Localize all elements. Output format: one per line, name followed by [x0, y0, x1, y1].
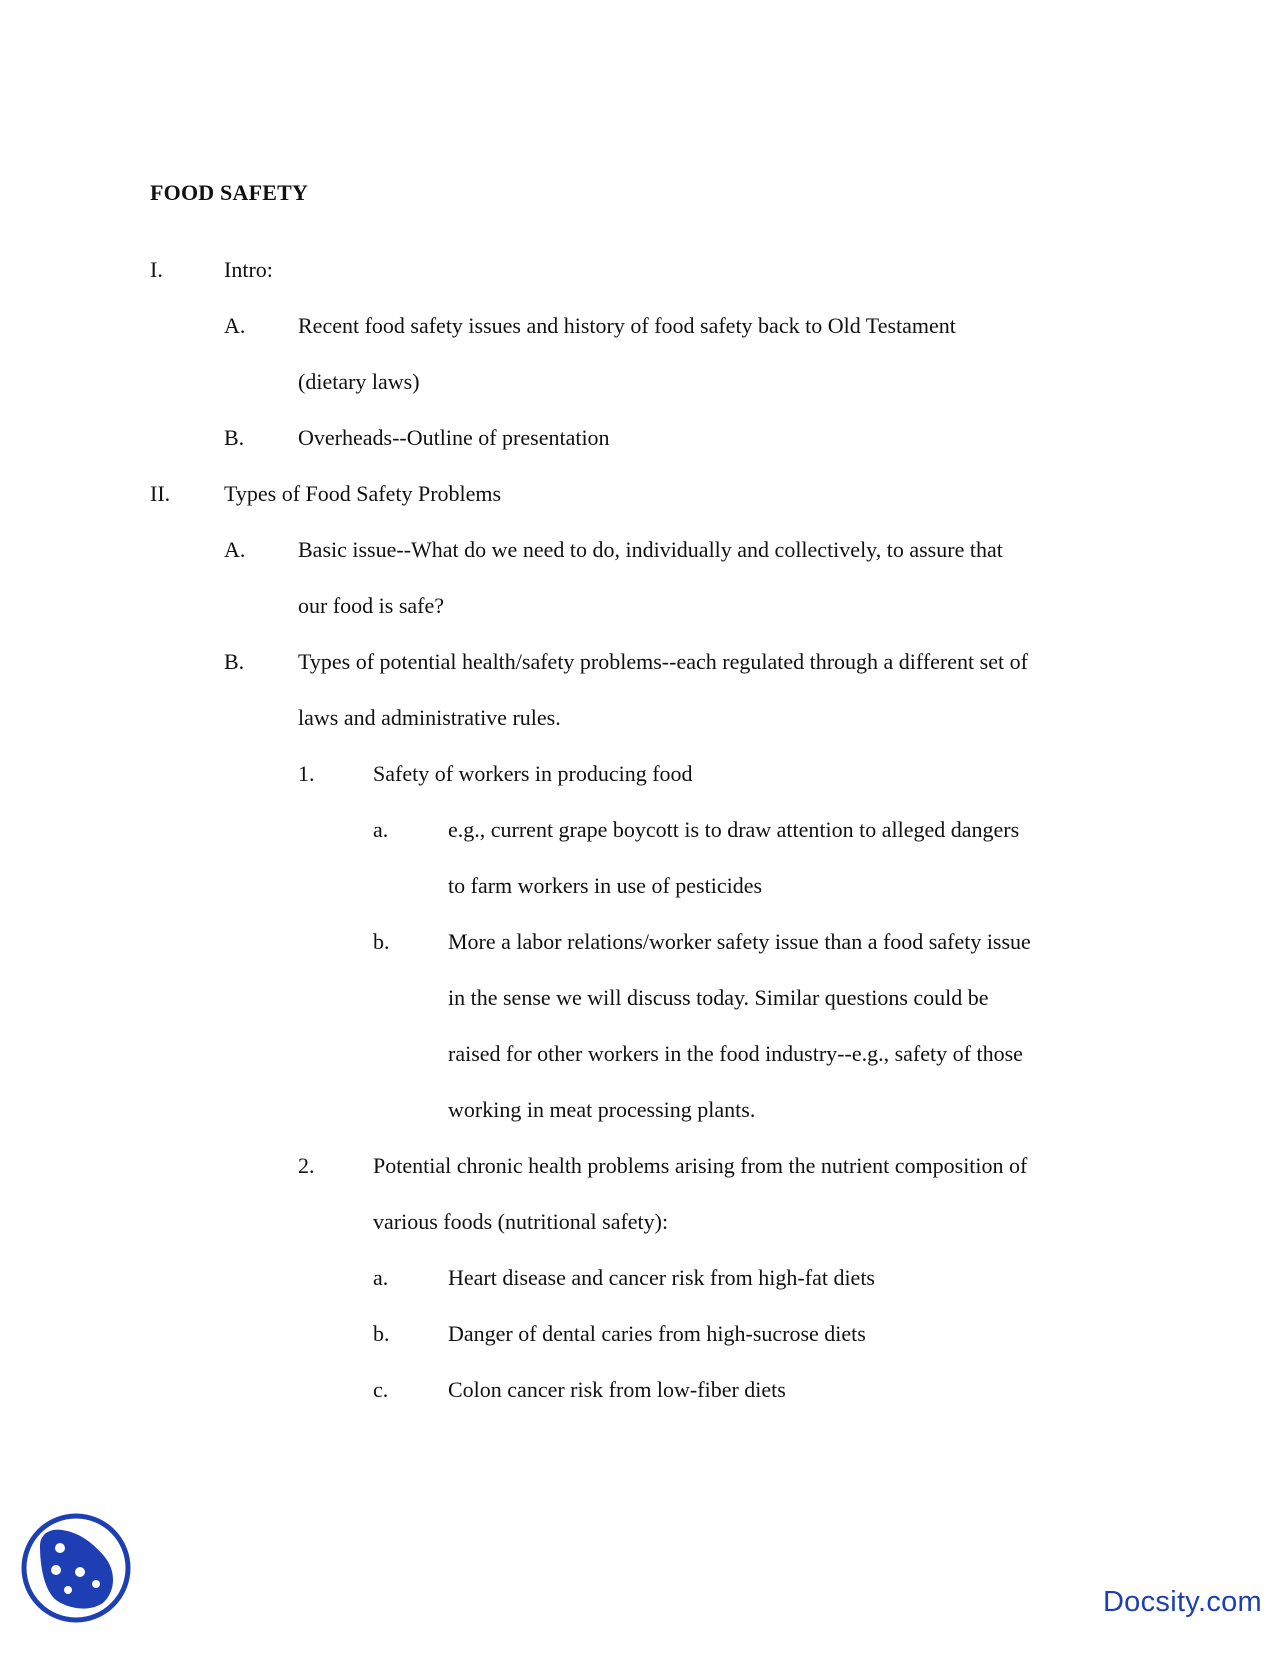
outline-text-IIA-line2: our food is safe? — [298, 593, 445, 618]
outline-marker-IIB1: 1. — [298, 761, 315, 786]
outline-heading-intro: Intro: — [224, 257, 273, 282]
outline-marker-II: II. — [150, 481, 171, 506]
outline-text-IIB1: Safety of workers in producing food — [373, 761, 693, 786]
outline-text-IIB2c: Colon cancer risk from low-fiber diets — [448, 1377, 786, 1402]
outline-text-IA-line1: Recent food safety issues and history of food safety back to Old Testament — [298, 313, 956, 338]
outline-text-IIB1b-line1: More a labor relations/worker safety issue than a food safety issue — [448, 929, 1031, 954]
outline-marker-IIB2a: a. — [373, 1265, 389, 1290]
outline-text-IIB1a-line2: to farm workers in use of pesticides — [448, 873, 763, 898]
outline-heading-types: Types of Food Safety Problems — [224, 481, 502, 506]
outline-marker-IB: B. — [224, 425, 245, 450]
outline-marker-IIB2: 2. — [298, 1153, 315, 1178]
page-title: FOOD SAFETY — [150, 180, 309, 205]
outline-text-IIB1b-line4: working in meat processing plants. — [448, 1097, 756, 1122]
outline-marker-IIB1a: a. — [373, 817, 389, 842]
outline-marker-IIB: B. — [224, 649, 245, 674]
outline-text-IIB-line1: Types of potential health/safety problems--each regulated through a different set of — [298, 649, 1028, 674]
outline-marker-IA: A. — [224, 313, 246, 338]
outline-text-IIB2-line1: Potential chronic health problems arising from the nutrient composition of — [373, 1153, 1028, 1178]
outline-text-IB-line1: Overheads--Outline of presentation — [298, 425, 610, 450]
outline-marker-IIB2b: b. — [373, 1321, 390, 1346]
docsity-logo-icon — [20, 1512, 132, 1624]
outline-text-IIB1b-line3: raised for other workers in the food industry--e.g., safety of those — [448, 1041, 1023, 1066]
outline-text-IIA-line1: Basic issue--What do we need to do, individually and collectively, to assure that — [298, 537, 1003, 562]
outline-marker-I: I. — [150, 257, 163, 282]
outline-text-IIB1b-line2: in the sense we will discuss today. Similar questions could be — [448, 985, 989, 1010]
outline-text-IIB1a-line1: e.g., current grape boycott is to draw attention to alleged dangers — [448, 817, 1020, 842]
outline-marker-IIA: A. — [224, 537, 246, 562]
outline-text-IA-line2: (dietary laws) — [298, 369, 420, 394]
outline-text-IIB2-line2: various foods (nutritional safety): — [373, 1209, 669, 1234]
outline-text-IIB2b: Danger of dental caries from high-sucrose diets — [448, 1321, 866, 1346]
outline-marker-IIB2c: c. — [373, 1377, 389, 1402]
outline-text-IIB-line2: laws and administrative rules. — [298, 705, 561, 730]
docsity-brand-text[interactable]: Docsity.com — [1102, 1586, 1262, 1618]
outline-text-IIB2a: Heart disease and cancer risk from high-fat diets — [448, 1265, 875, 1290]
outline-marker-IIB1b: b. — [373, 929, 390, 954]
